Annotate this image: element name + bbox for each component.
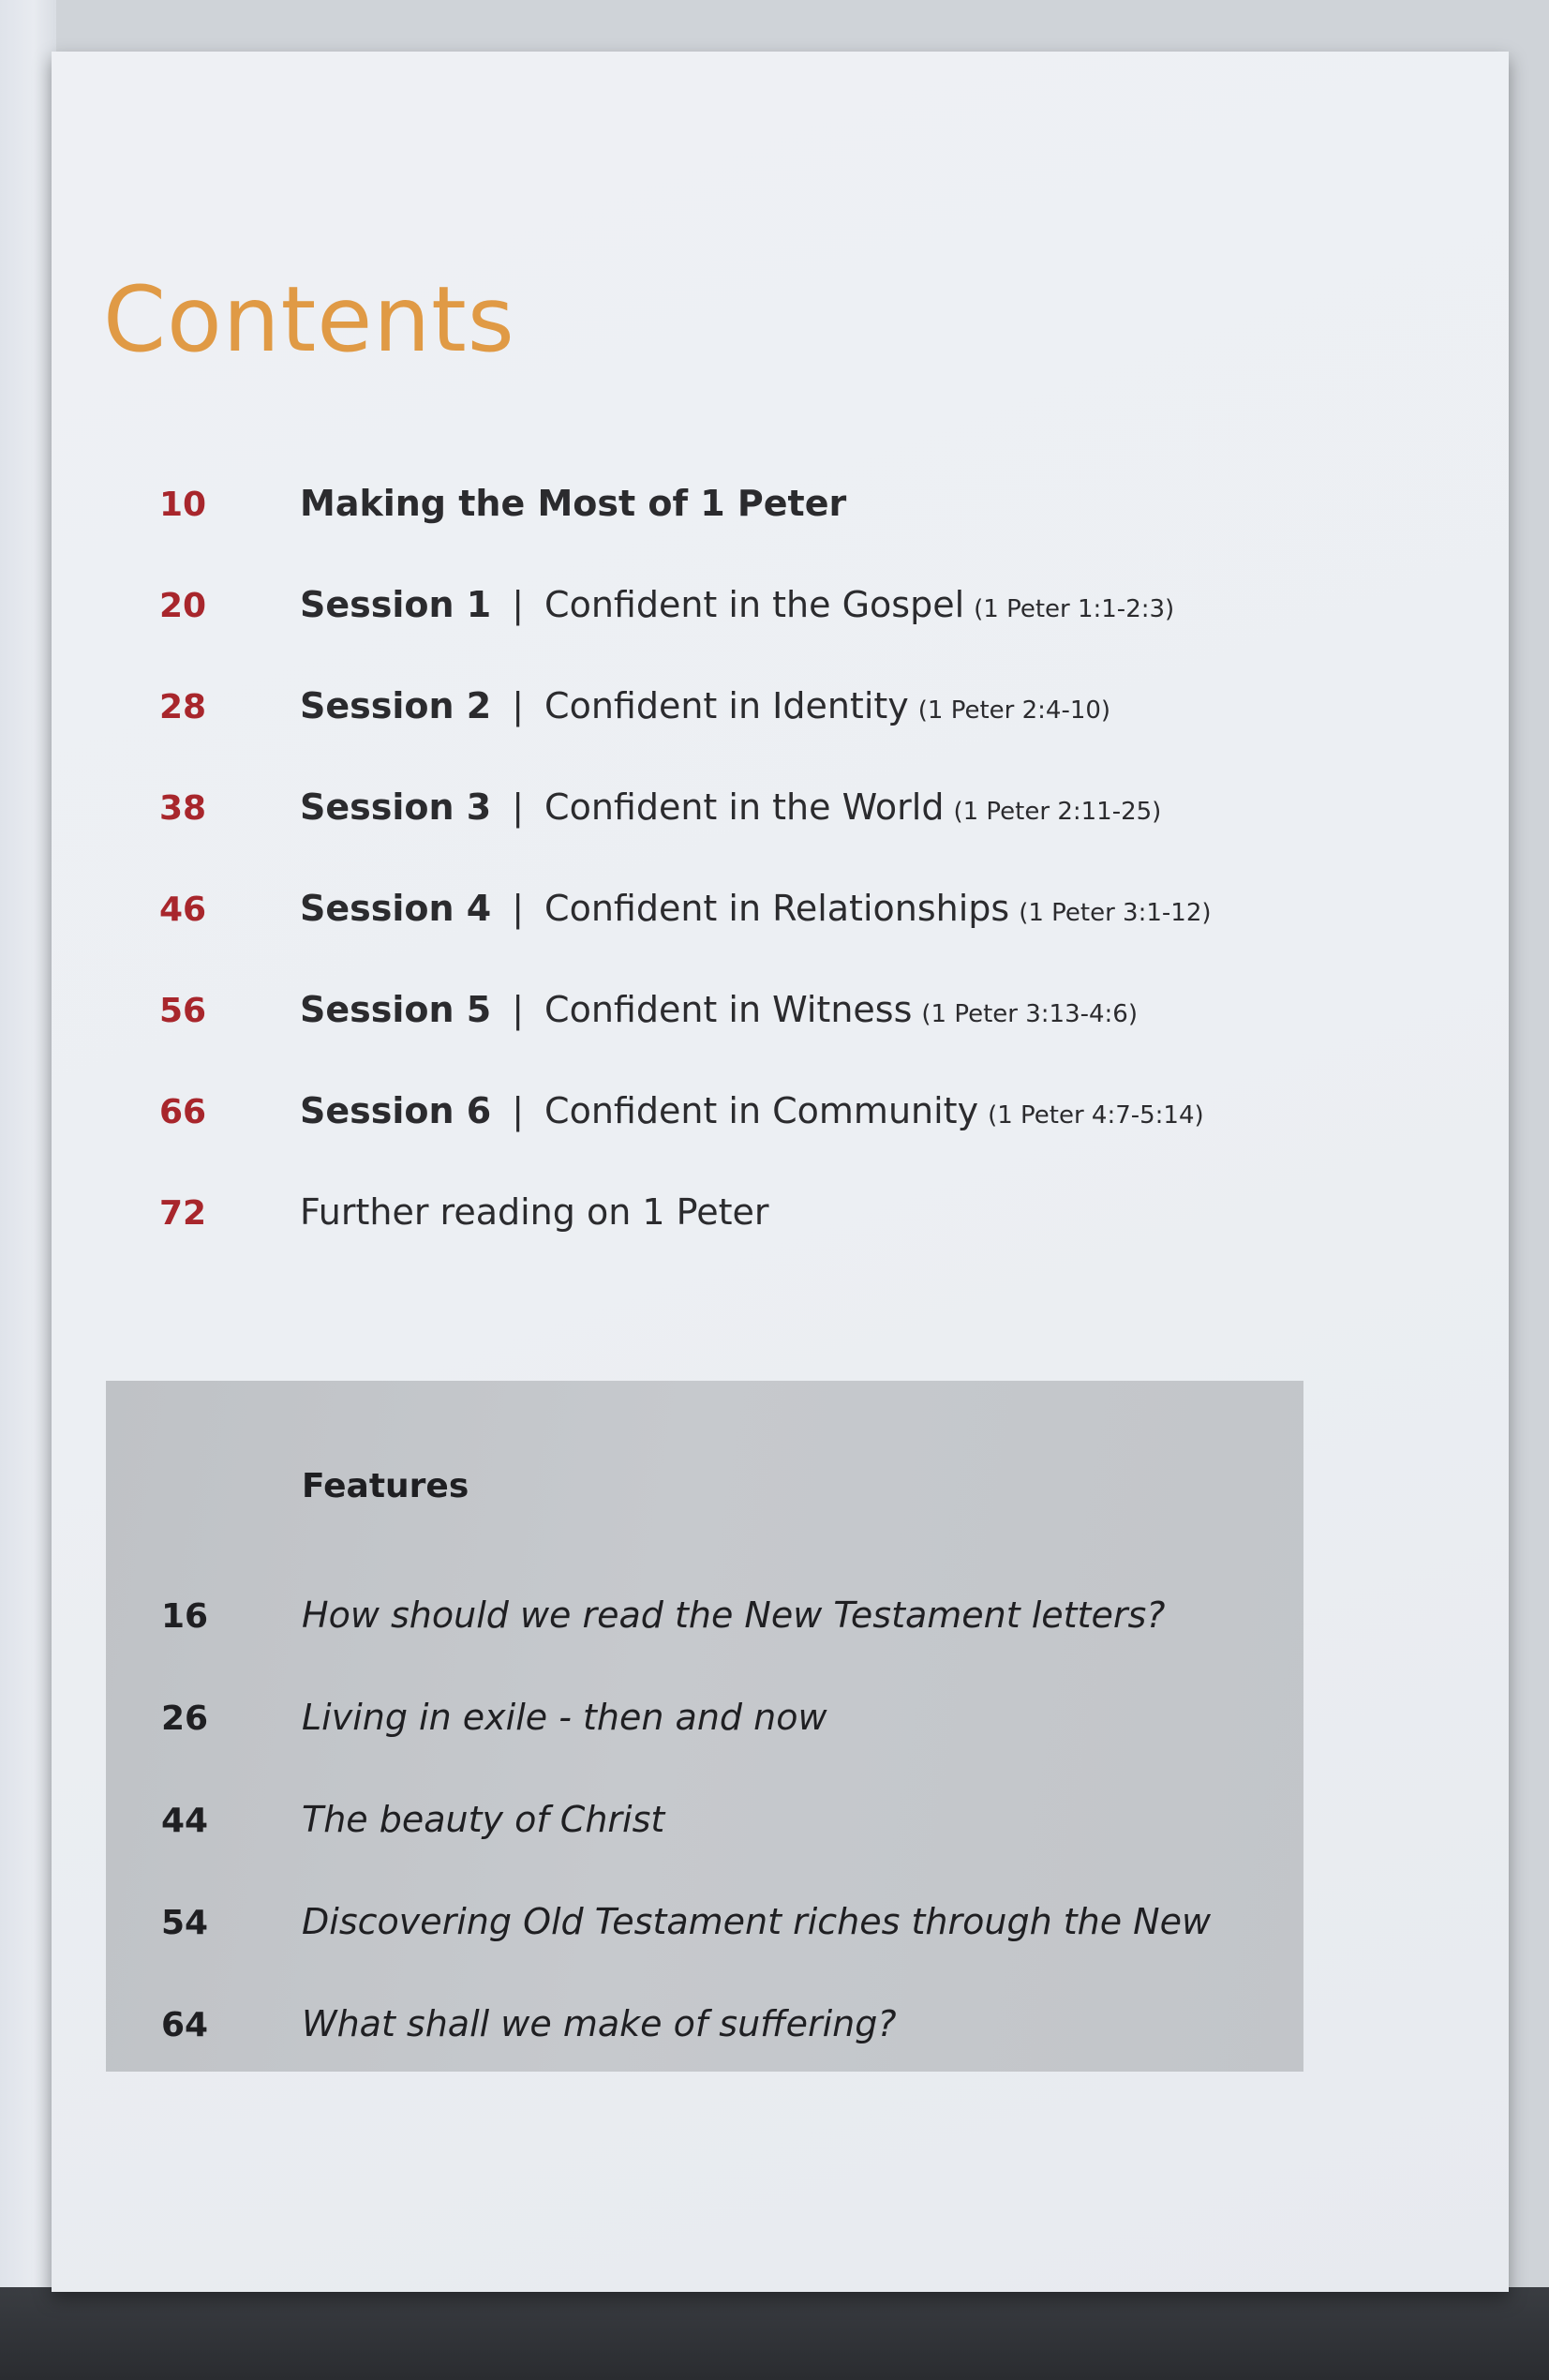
scripture-reference: (1 Peter 1:1-2:3) <box>974 595 1175 623</box>
session-title: Confident in the World <box>544 786 945 828</box>
session-label: Session 5 <box>300 989 492 1030</box>
features-heading: Features <box>302 1467 469 1505</box>
toc-page-number: 72 <box>159 1194 207 1233</box>
scripture-reference: (1 Peter 3:13-4:6) <box>921 1000 1138 1028</box>
toc-entry-session-6[interactable] <box>159 1090 1378 1146</box>
page-title: Contents <box>103 267 515 372</box>
toc-page-number: 56 <box>159 992 207 1030</box>
toc-page-number: 38 <box>159 789 207 828</box>
scripture-reference: (1 Peter 3:1-12) <box>1019 899 1212 927</box>
feature-page-number: 54 <box>161 1904 209 1942</box>
toc-entry-session-5[interactable] <box>159 989 1378 1045</box>
session-title: Confident in the Gospel <box>544 584 965 625</box>
separator: | <box>512 1090 525 1131</box>
feature-page-number: 16 <box>161 1597 209 1636</box>
toc-page-number: 10 <box>159 486 207 524</box>
book-binding-edge <box>0 0 56 2380</box>
feature-title: Living in exile - then and now <box>302 1697 827 1738</box>
session-title: Confident in Witness <box>544 989 913 1030</box>
feature-entry[interactable] <box>161 2003 1286 2059</box>
toc-page-number: 66 <box>159 1093 207 1131</box>
toc-entry-making-the-most[interactable] <box>159 483 1378 539</box>
toc-entry-session-1[interactable] <box>159 584 1378 640</box>
separator: | <box>512 888 525 929</box>
separator: | <box>512 685 525 726</box>
scripture-reference: (1 Peter 4:7-5:14) <box>988 1101 1204 1130</box>
feature-title: How should we read the New Testament letters? <box>302 1594 1166 1636</box>
feature-page-number: 26 <box>161 1699 209 1738</box>
toc-entry-session-2[interactable] <box>159 685 1378 741</box>
session-label: Session 3 <box>300 786 492 828</box>
feature-entry[interactable] <box>161 1594 1286 1651</box>
toc-page-number: 46 <box>159 891 207 929</box>
session-label: Session 1 <box>300 584 492 625</box>
toc-entry-further-reading[interactable] <box>159 1191 1378 1248</box>
feature-entry[interactable] <box>161 1799 1286 1855</box>
separator: | <box>512 786 525 828</box>
scripture-reference: (1 Peter 2:11-25) <box>953 798 1162 826</box>
toc-page-number: 28 <box>159 688 207 726</box>
toc-entry-title: Further reading on 1 Peter <box>300 1191 769 1233</box>
table-surface <box>0 2287 1549 2380</box>
scripture-reference: (1 Peter 2:4-10) <box>917 696 1111 725</box>
session-title: Confident in Community <box>544 1090 979 1131</box>
session-title: Confident in Relationships <box>544 888 1010 929</box>
session-label: Session 4 <box>300 888 492 929</box>
feature-title: What shall we make of suffering? <box>302 2003 897 2044</box>
feature-title: The beauty of Christ <box>302 1799 665 1840</box>
toc-entry-title: Making the Most of 1 Peter <box>300 483 847 524</box>
separator: | <box>512 989 525 1030</box>
feature-title: Discovering Old Testament riches through the New <box>302 1901 1212 1942</box>
feature-entry[interactable] <box>161 1697 1286 1753</box>
separator: | <box>512 584 525 625</box>
feature-page-number: 44 <box>161 1802 209 1840</box>
feature-entry[interactable] <box>161 1901 1286 1957</box>
session-label: Session 2 <box>300 685 492 726</box>
session-title: Confident in Identity <box>544 685 909 726</box>
feature-page-number: 64 <box>161 2006 209 2044</box>
toc-entry-session-4[interactable] <box>159 888 1378 944</box>
toc-page-number: 20 <box>159 587 207 625</box>
toc-entry-session-3[interactable] <box>159 786 1378 843</box>
session-label: Session 6 <box>300 1090 492 1131</box>
